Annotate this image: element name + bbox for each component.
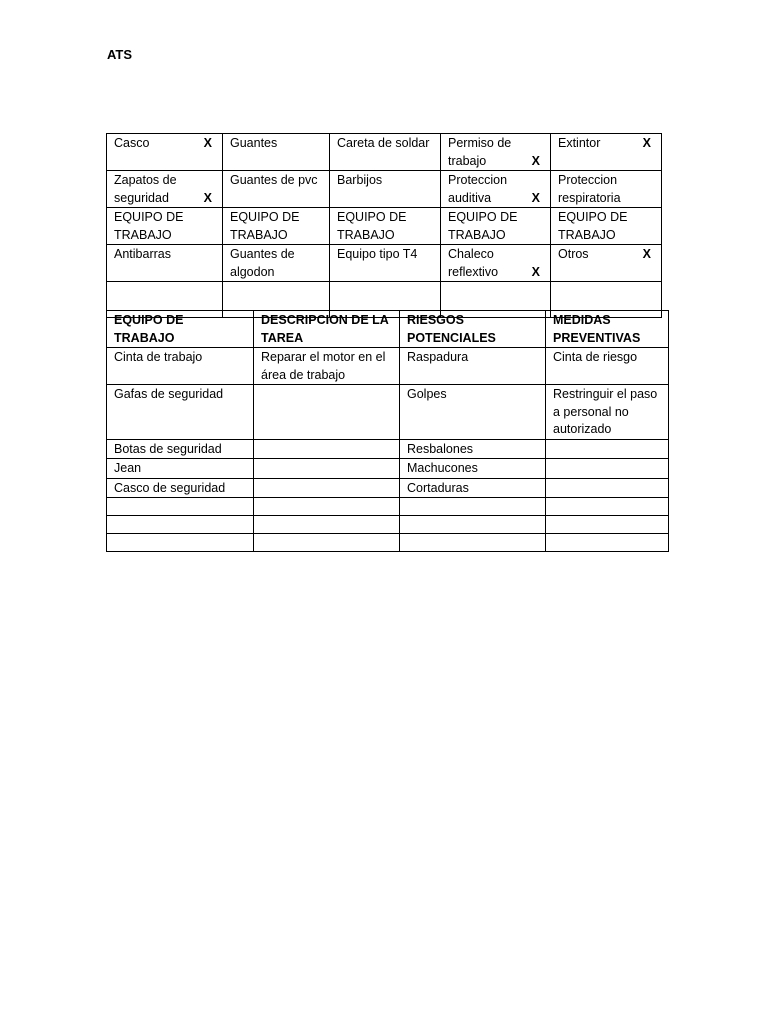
cell-equipo: Cinta de trabajo xyxy=(107,348,254,385)
cell-descripcion xyxy=(254,459,400,479)
ppe-item-label: Chaleco xyxy=(448,247,494,261)
ppe-item-label: Proteccion xyxy=(448,173,508,187)
risk-header-row xyxy=(107,311,669,348)
ppe-item-label: TRABAJO xyxy=(337,227,395,242)
risk-analysis-table xyxy=(106,310,669,552)
ppe-cell xyxy=(330,171,441,208)
ppe-item-label: Guantes de pvc xyxy=(230,173,318,187)
header-equipo: EQUIPO DE TRABAJO xyxy=(107,311,254,348)
cell-medida xyxy=(546,516,669,534)
ppe-checklist-table xyxy=(106,133,662,318)
cell-riesgo: Golpes xyxy=(400,385,546,440)
cell-medida: Cinta de riesgo xyxy=(546,348,669,385)
ppe-cell xyxy=(551,171,662,208)
ppe-cell xyxy=(330,245,441,282)
cell-descripcion: Reparar el motor en el área de trabajo xyxy=(254,348,400,385)
ppe-item-label: seguridad xyxy=(114,190,169,205)
check-mark: X xyxy=(531,190,540,205)
header-riesgos: RIESGOS POTENCIALES xyxy=(400,311,546,348)
ppe-item-label: TRABAJO xyxy=(448,227,506,242)
ppe-item-label: Extintor xyxy=(558,136,601,150)
risk-row xyxy=(107,439,669,459)
cell-equipo: Gafas de seguridad xyxy=(107,385,254,440)
ppe-item-label: EQUIPO DE xyxy=(448,210,518,224)
ppe-cell xyxy=(330,208,441,245)
check-mark: X xyxy=(531,264,540,279)
ppe-item-label: TRABAJO xyxy=(114,227,172,242)
cell-descripcion xyxy=(254,498,400,516)
cell-descripcion xyxy=(254,534,400,552)
risk-row xyxy=(107,478,669,498)
ppe-item-label: TRABAJO xyxy=(230,227,288,242)
cell-descripcion xyxy=(254,439,400,459)
ppe-item-label: respiratoria xyxy=(558,190,621,205)
check-mark: X xyxy=(203,190,212,205)
ppe-item-label: Otros xyxy=(558,247,589,261)
ppe-cell xyxy=(330,134,441,171)
ppe-cell xyxy=(223,134,330,171)
ppe-item-label: Permiso de xyxy=(448,136,512,150)
ppe-item-label: Equipo tipo T4 xyxy=(337,247,418,261)
cell-medida xyxy=(546,498,669,516)
ppe-item-label: TRABAJO xyxy=(558,227,616,242)
check-mark: X xyxy=(531,153,540,168)
ppe-cell xyxy=(441,171,551,208)
cell-equipo xyxy=(107,498,254,516)
ppe-row xyxy=(107,171,662,208)
ppe-row xyxy=(107,245,662,282)
cell-equipo: Botas de seguridad xyxy=(107,439,254,459)
ppe-cell xyxy=(441,245,551,282)
ppe-cell xyxy=(107,134,223,171)
cell-medida xyxy=(546,534,669,552)
risk-row xyxy=(107,385,669,440)
cell-medida xyxy=(546,439,669,459)
risk-row xyxy=(107,516,669,534)
ppe-item-label: algodon xyxy=(230,264,275,279)
ppe-cell xyxy=(107,171,223,208)
cell-riesgo: Raspadura xyxy=(400,348,546,385)
ppe-item-label: EQUIPO DE xyxy=(337,210,407,224)
ppe-cell xyxy=(441,134,551,171)
ppe-item-label: Antibarras xyxy=(114,247,171,261)
cell-riesgo xyxy=(400,498,546,516)
ppe-item-label: Proteccion xyxy=(558,173,618,187)
risk-row xyxy=(107,534,669,552)
risk-row xyxy=(107,348,669,385)
ppe-item-label: Guantes xyxy=(230,136,278,150)
ppe-item-label: EQUIPO DE xyxy=(230,210,300,224)
ppe-cell xyxy=(551,134,662,171)
ppe-cell xyxy=(551,245,662,282)
risk-row xyxy=(107,459,669,479)
ppe-item-label: EQUIPO DE xyxy=(558,210,628,224)
cell-descripcion xyxy=(254,385,400,440)
header-descripcion: DESCRIPCION DE LA TAREA xyxy=(254,311,400,348)
ppe-row xyxy=(107,134,662,171)
ppe-cell xyxy=(441,208,551,245)
ppe-item-label: Guantes de xyxy=(230,247,295,261)
cell-equipo xyxy=(107,516,254,534)
check-mark: X xyxy=(203,136,212,150)
ppe-item-label: Barbijos xyxy=(337,173,383,187)
cell-descripcion xyxy=(254,478,400,498)
ppe-cell xyxy=(107,245,223,282)
cell-riesgo: Resbalones xyxy=(400,439,546,459)
cell-medida xyxy=(546,478,669,498)
ppe-cell xyxy=(223,208,330,245)
cell-riesgo xyxy=(400,534,546,552)
ppe-item-label: Casco xyxy=(114,136,150,150)
ppe-cell xyxy=(223,245,330,282)
document-title: ATS xyxy=(107,47,133,62)
cell-riesgo: Cortaduras xyxy=(400,478,546,498)
check-mark: X xyxy=(642,136,651,150)
ppe-item-label: Careta de soldar xyxy=(337,136,430,150)
cell-equipo xyxy=(107,534,254,552)
ppe-item-label: auditiva xyxy=(448,190,492,205)
cell-equipo: Jean xyxy=(107,459,254,479)
cell-medida: Restringuir el paso a personal no autorizado xyxy=(546,385,669,440)
ppe-item-label: reflextivo xyxy=(448,264,499,279)
ppe-row xyxy=(107,208,662,245)
ppe-cell xyxy=(107,208,223,245)
ppe-item-label: Zapatos de xyxy=(114,173,177,187)
check-mark: X xyxy=(642,247,651,261)
risk-row xyxy=(107,498,669,516)
ppe-item-label: EQUIPO DE xyxy=(114,210,184,224)
cell-riesgo: Machucones xyxy=(400,459,546,479)
cell-descripcion xyxy=(254,516,400,534)
cell-equipo: Casco de seguridad xyxy=(107,478,254,498)
ppe-cell xyxy=(223,171,330,208)
ppe-cell xyxy=(551,208,662,245)
cell-medida xyxy=(546,459,669,479)
cell-riesgo xyxy=(400,516,546,534)
ppe-item-label: trabajo xyxy=(448,153,487,168)
header-medidas: MEDIDAS PREVENTIVAS xyxy=(546,311,669,348)
